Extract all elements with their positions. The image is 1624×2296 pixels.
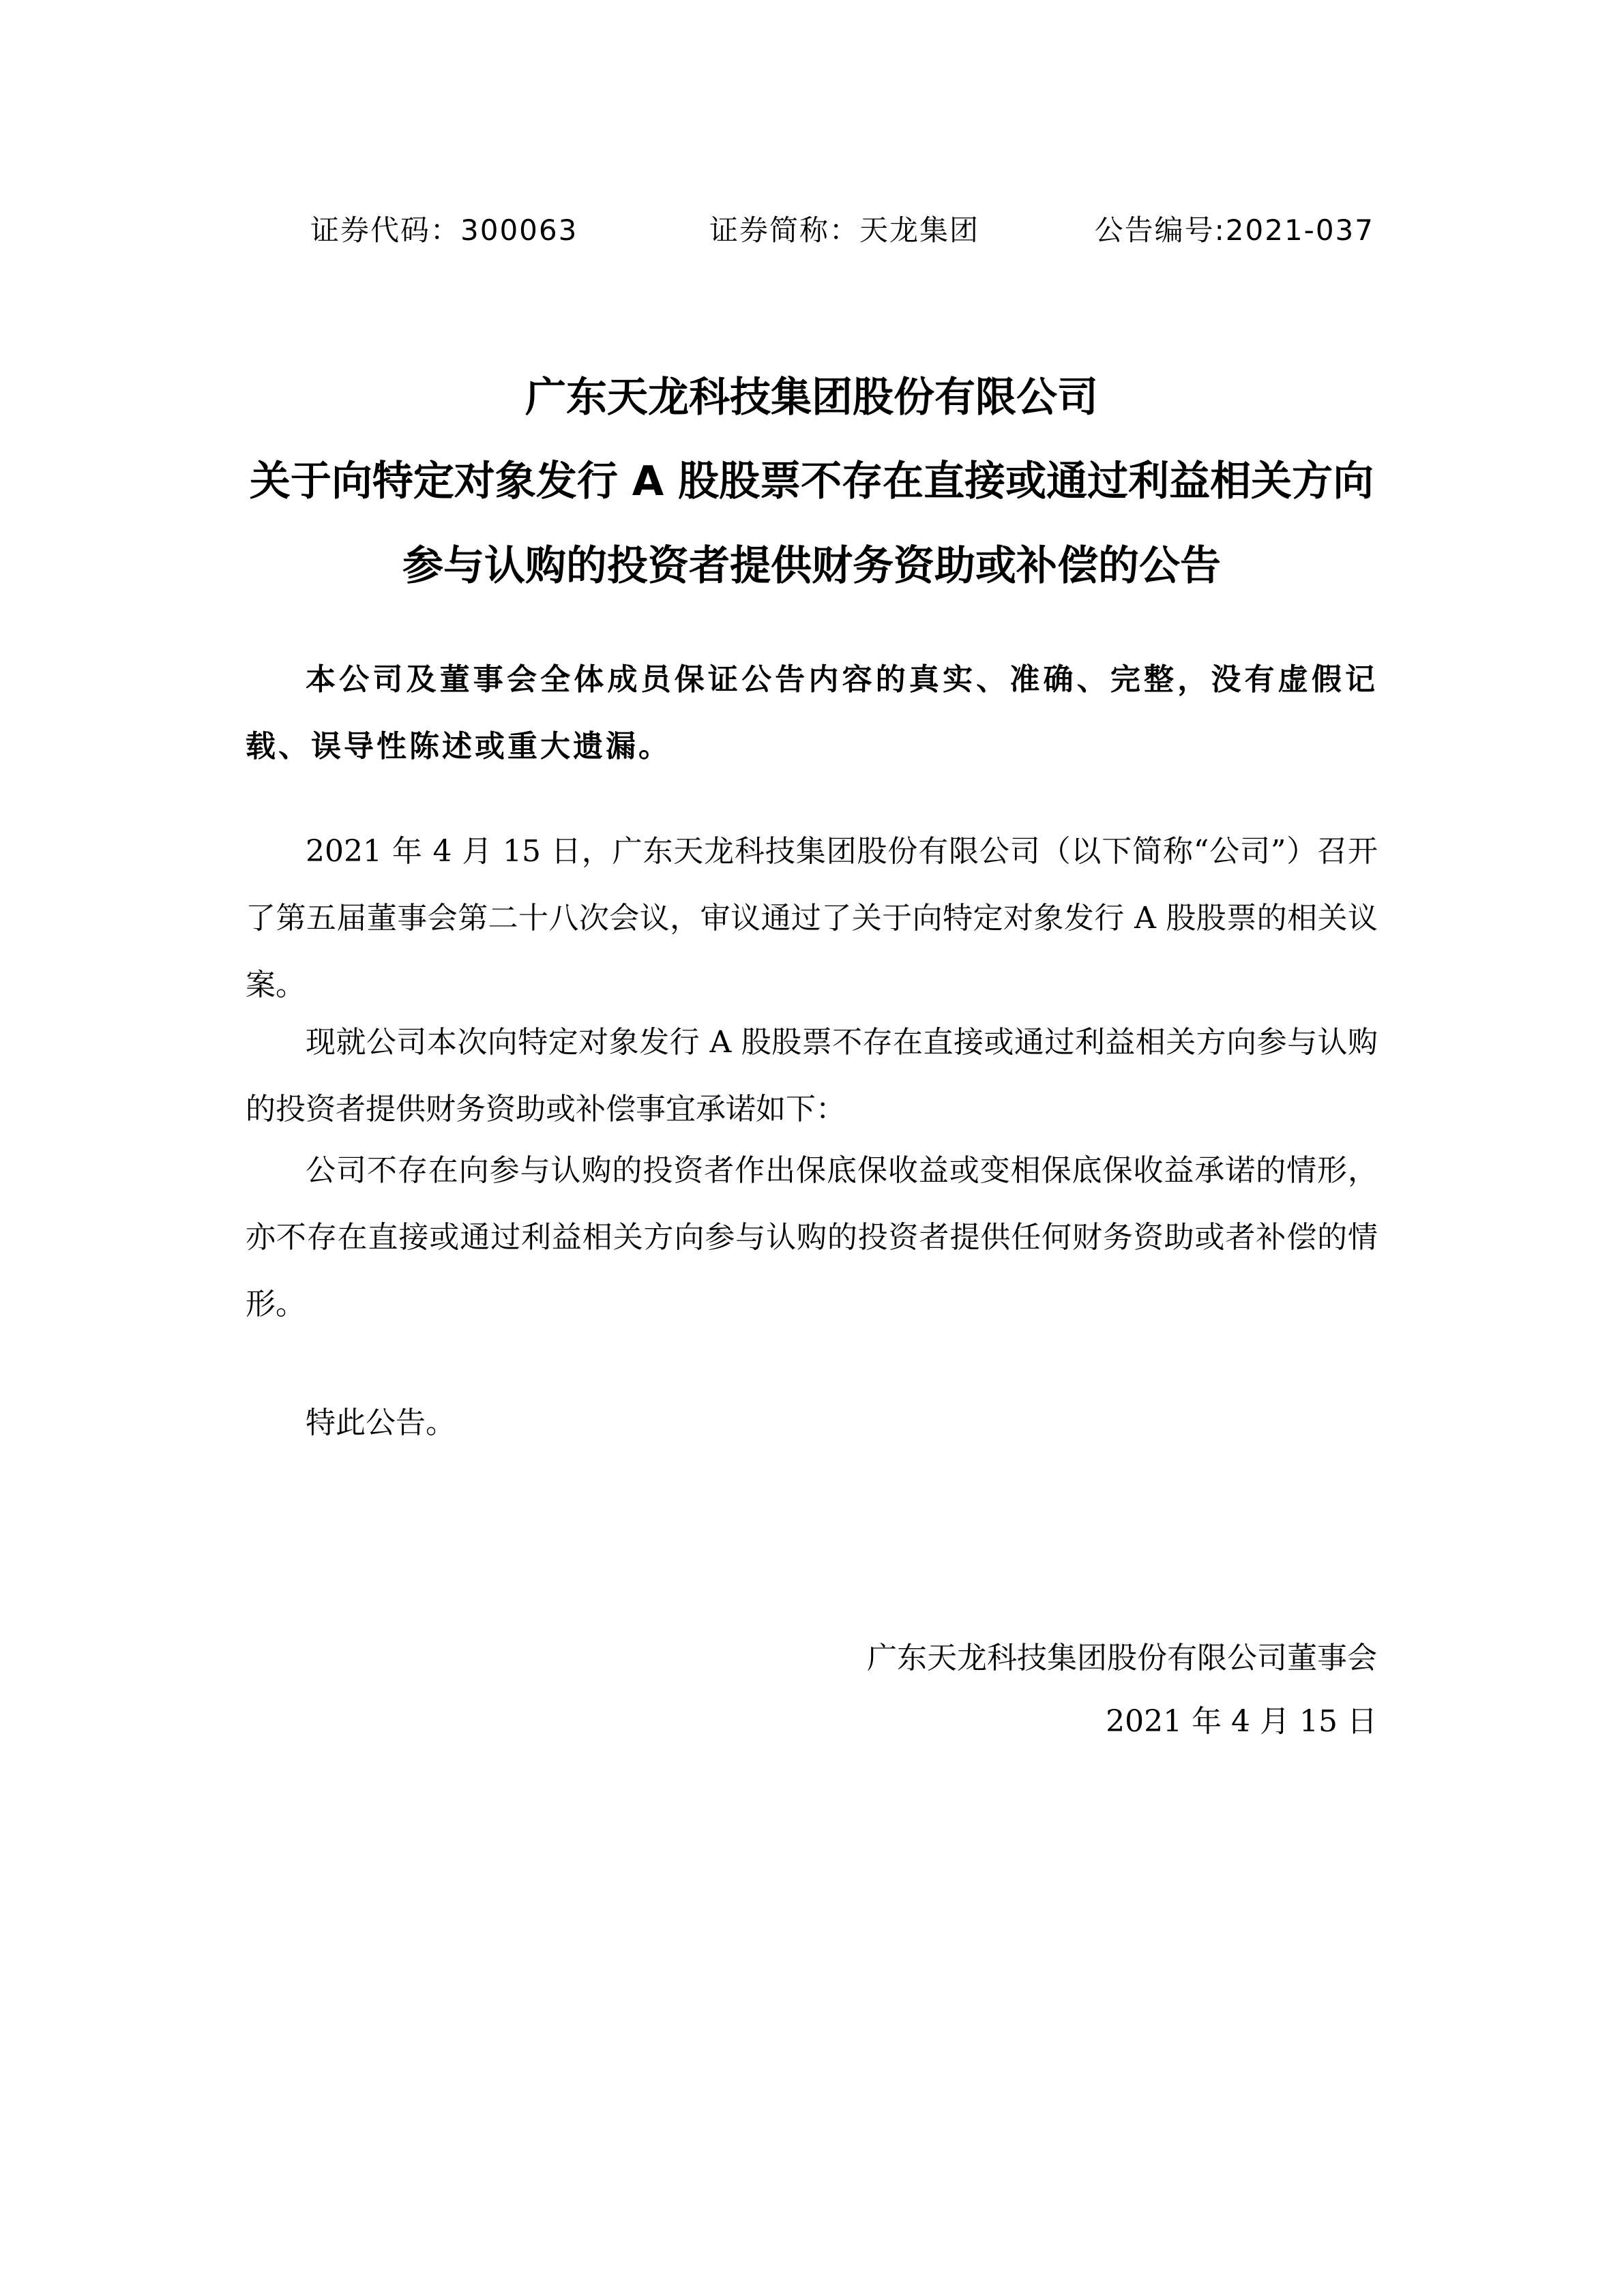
closing-remark: 特此公告。: [306, 1405, 456, 1440]
stock-code: 证券代码：300063: [310, 213, 578, 247]
body-paragraph-2: 现就公司本次向特定对象发行 A 股股票不存在直接或通过利益相关方向参与认购的投资者提供财务资助或补偿事宜承诺如下：: [246, 1025, 1378, 1127]
title-company: 广东天龙科技集团股份有限公司: [525, 374, 1098, 421]
announcement-header: [310, 208, 1374, 249]
board-statement: 本公司及董事会全体成员保证公告内容的真实、准确、完整，没有虚假记载、误导性陈述或重大遗漏。: [246, 662, 1378, 764]
announcement-number: 公告编号:2021-037: [1094, 213, 1374, 247]
title-line-3: 参与认购的投资者提供财务资助或补偿的公告: [402, 542, 1221, 590]
signature-organization: 广东天龙科技集团股份有限公司董事会: [867, 1641, 1377, 1675]
stock-abbreviation: 证券简称：天龙集团: [709, 213, 980, 247]
body-paragraph-3: 公司不存在向参与认购的投资者作出保底保收益或变相保底保收益承诺的情形，亦不存在直接或通过利益相关方向参与认购的投资者提供任何财务资助或者补偿的情形。: [246, 1153, 1378, 1322]
signature-date: 2021 年 4 月 15 日: [1106, 1704, 1377, 1739]
title-line-2: 关于向特定对象发行 A 股股票不存在直接或通过利益相关方向: [249, 458, 1374, 505]
body-paragraph-1: 2021 年 4 月 15 日，广东天龙科技集团股份有限公司（以下简称“公司”）召开了第五届董事会第二十八次会议，审议通过了关于向特定对象发行 A 股股票的相关议案。: [246, 834, 1378, 1002]
